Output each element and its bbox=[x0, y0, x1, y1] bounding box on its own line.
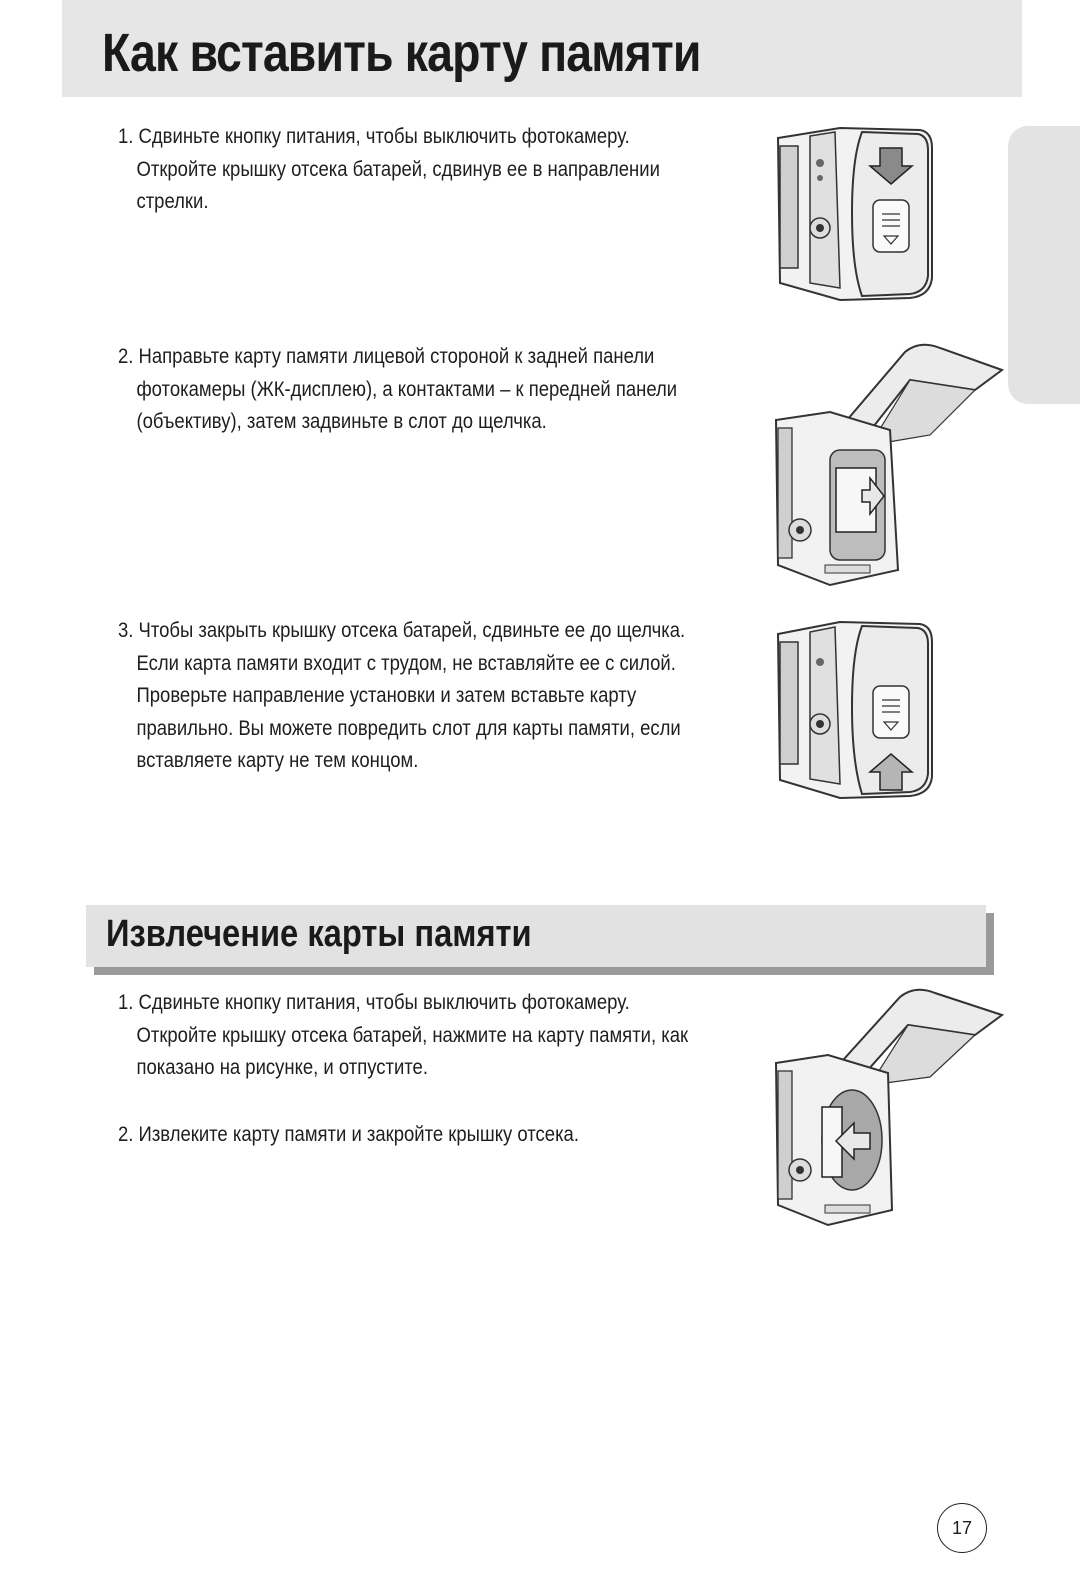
step-text: Направьте карту памяти лицевой стороной к задней панели bbox=[138, 345, 655, 368]
step-text: Откройте крышку отсека батарей, сдвинув ее в направлении bbox=[136, 157, 660, 181]
camera-insert-card-illustration bbox=[770, 340, 1010, 590]
step-number: 2. bbox=[118, 345, 134, 368]
step-text: стрелки. bbox=[136, 190, 209, 213]
step-text: фотокамеры (ЖК-дисплею), а контактами – к передней панели bbox=[136, 377, 678, 401]
insert-step-3 bbox=[118, 615, 685, 778]
side-tab bbox=[1008, 126, 1080, 404]
section-title: Извлечение карты памяти bbox=[106, 913, 532, 955]
insert-step-1 bbox=[118, 121, 660, 219]
step-text: (объективу), затем задвиньте в слот до щелчка. bbox=[136, 410, 547, 433]
remove-step-2 bbox=[118, 1119, 579, 1152]
page-number: 17 bbox=[937, 1503, 987, 1553]
step-text: Проверьте направление установки и затем вставьте карту bbox=[136, 684, 637, 707]
step-number: 2. bbox=[118, 1123, 134, 1146]
step-text: правильно. Вы можете повредить слот для карты памяти, если bbox=[136, 716, 681, 740]
title-band bbox=[62, 0, 1022, 97]
section-header-remove bbox=[86, 905, 986, 967]
page-title: Как вставить карту памяти bbox=[102, 23, 701, 83]
camera-remove-card-illustration bbox=[770, 985, 1010, 1230]
step-text: Извлеките карту памяти и закройте крышку отсека. bbox=[138, 1123, 579, 1146]
step-number: 1. bbox=[118, 125, 134, 148]
step-text: вставляете карту не тем концом. bbox=[136, 749, 419, 772]
insert-step-2 bbox=[118, 341, 677, 439]
step-text: Откройте крышку отсека батарей, нажмите на карту памяти, как bbox=[136, 1023, 689, 1047]
camera-open-cover-illustration bbox=[770, 118, 945, 303]
step-text: Сдвиньте кнопку питания, чтобы выключить фотокамеру. bbox=[138, 991, 630, 1014]
step-text: показано на рисунке, и отпустите. bbox=[136, 1056, 428, 1079]
step-text: Сдвиньте кнопку питания, чтобы выключить фотокамеру. bbox=[138, 125, 630, 148]
step-number: 3. bbox=[118, 619, 134, 642]
camera-close-cover-illustration bbox=[770, 612, 945, 802]
remove-step-1 bbox=[118, 987, 688, 1085]
step-text: Если карта памяти входит с трудом, не вставляйте ее с силой. bbox=[136, 651, 676, 675]
step-text: Чтобы закрыть крышку отсека батарей, сдвиньте ее до щелчка. bbox=[138, 619, 686, 642]
step-number: 1. bbox=[118, 991, 134, 1014]
